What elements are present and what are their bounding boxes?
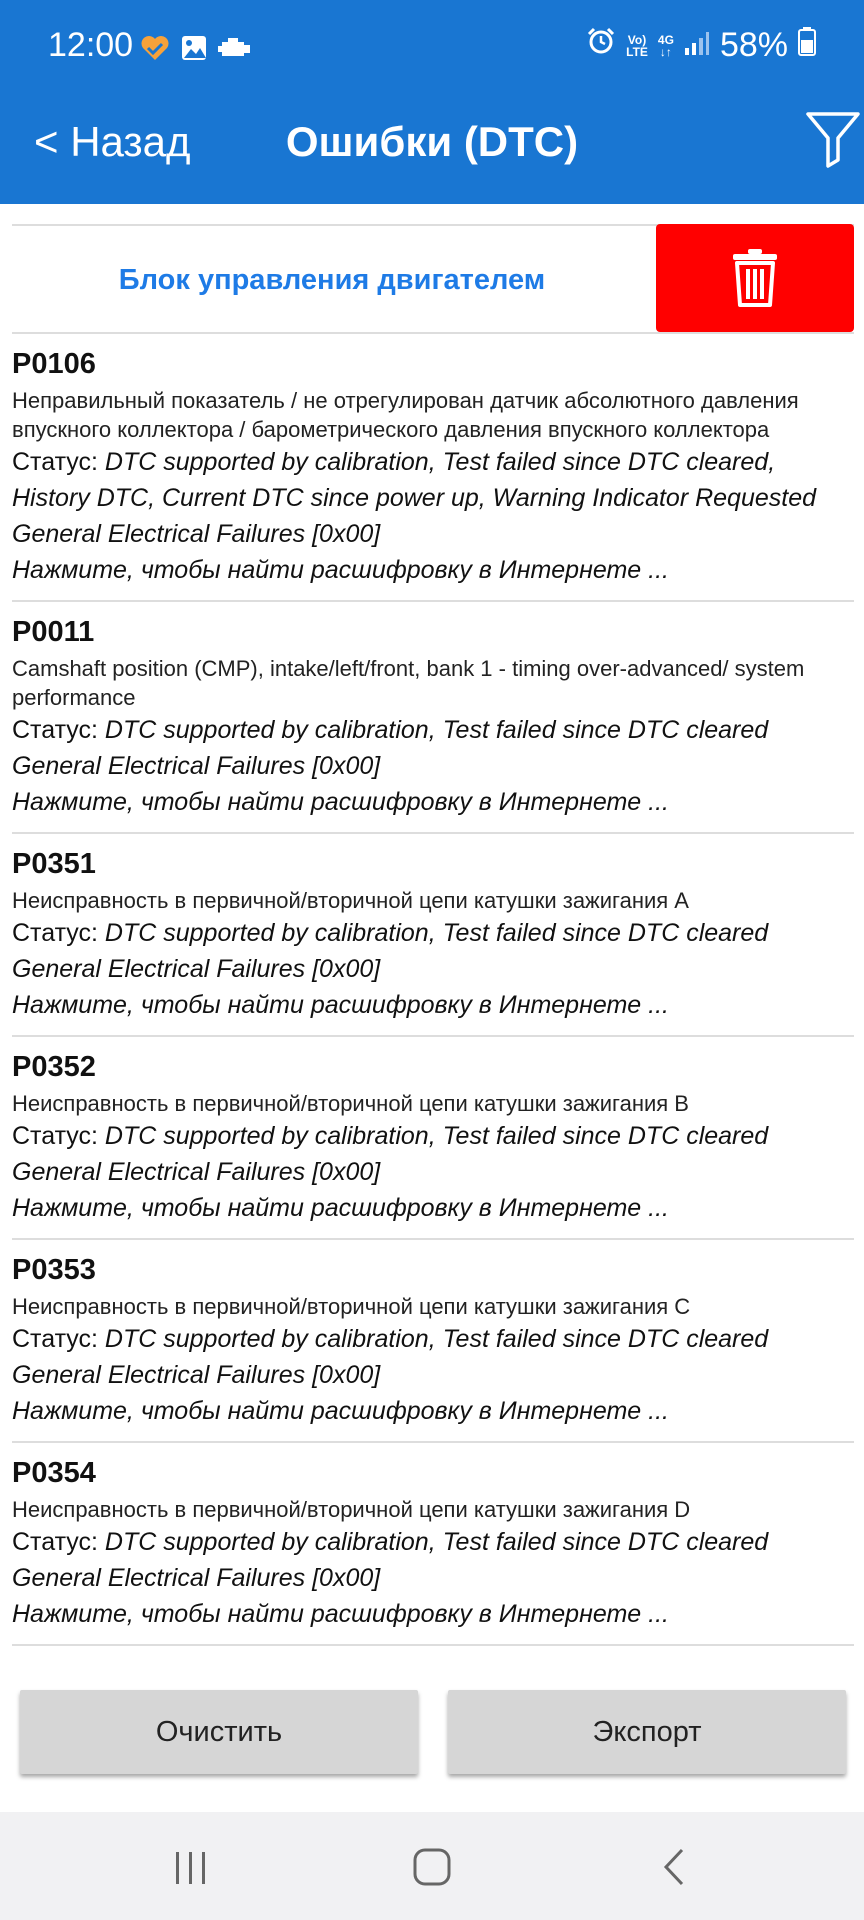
- ecu-label: Блок управления двигателем: [118, 264, 546, 296]
- dtc-search-link[interactable]: Нажмите, чтобы найти расшифровку в Интернете ...: [12, 1397, 669, 1425]
- dtc-search-link[interactable]: Нажмите, чтобы найти расшифровку в Интернете ...: [12, 556, 669, 584]
- signal-icon: [684, 26, 710, 65]
- dtc-status: Статус: DTC supported by calibration, Test failed since DTC cleared: [12, 1122, 769, 1150]
- dtc-description: Неисправность в первичной/вторичной цепи катушки зажигания C: [12, 1294, 691, 1319]
- ecu-header: [12, 224, 854, 334]
- dtc-description: Неисправность в первичной/вторичной цепи катушки зажигания B: [12, 1091, 689, 1116]
- status-time: 12:00: [48, 26, 134, 64]
- dtc-category: General Electrical Failures [0x00]: [12, 955, 381, 983]
- home-button[interactable]: [402, 1842, 462, 1892]
- nav-back-button[interactable]: [646, 1842, 706, 1892]
- dtc-status: Статус: DTC supported by calibration, Test failed since DTC cleared, History DTC, Current DTC since power up, Warning Indicator Requested: [12, 448, 817, 512]
- dtc-code: P0352: [12, 1051, 96, 1083]
- dtc-code: P0011: [12, 616, 95, 648]
- 4g-icon: 4G ↓↑: [657, 32, 674, 59]
- app-bar: [0, 96, 864, 204]
- trash-icon: [733, 249, 777, 307]
- dtc-status: Статус: DTC supported by calibration, Test failed since DTC cleared: [12, 716, 769, 744]
- dtc-search-link[interactable]: Нажмите, чтобы найти расшифровку в Интернете ...: [12, 991, 669, 1019]
- heart-app-icon: [140, 34, 170, 67]
- dtc-code: P0354: [12, 1457, 96, 1489]
- gallery-icon: [180, 34, 208, 67]
- dtc-search-link[interactable]: Нажмите, чтобы найти расшифровку в Интернете ...: [12, 1600, 669, 1628]
- back-icon: [646, 1842, 706, 1892]
- dtc-description: Camshaft position (CMP), intake/left/front, bank 1 - timing over-advanced/ system performance: [12, 656, 805, 710]
- dtc-category: General Electrical Failures [0x00]: [12, 752, 381, 780]
- car-engine-icon: [218, 36, 252, 65]
- dtc-search-link[interactable]: Нажмите, чтобы найти расшифровку в Интернете ...: [12, 1194, 669, 1222]
- battery-icon: [798, 26, 816, 65]
- battery-percent: 58%: [719, 26, 788, 64]
- recents-button[interactable]: [160, 1842, 220, 1892]
- action-buttons: [0, 1690, 864, 1774]
- dtc-category: General Electrical Failures [0x00]: [12, 1158, 381, 1186]
- dtc-item-p0351[interactable]: [12, 834, 854, 1037]
- dtc-status: Статус: DTC supported by calibration, Test failed since DTC cleared: [12, 919, 769, 947]
- filter-button[interactable]: [804, 110, 864, 170]
- dtc-code: P0351: [12, 848, 96, 880]
- dtc-list: [12, 334, 854, 1646]
- dtc-item-p0353[interactable]: [12, 1240, 854, 1443]
- volte-icon: Vo) LTE: [626, 32, 648, 59]
- home-icon: [402, 1842, 462, 1892]
- system-nav-bar: [0, 1812, 864, 1920]
- filter-icon: [804, 110, 862, 168]
- dtc-item-p0011[interactable]: [12, 602, 854, 834]
- dtc-description: Неправильный показатель / не отрегулирован датчик абсолютного давления впускного коллектора / барометрического давления впускного коллектора: [12, 388, 799, 442]
- dtc-category: General Electrical Failures [0x00]: [12, 520, 381, 548]
- clear-button[interactable]: Очистить: [20, 1690, 418, 1774]
- dtc-category: General Electrical Failures [0x00]: [12, 1564, 381, 1592]
- recents-icon: [160, 1842, 220, 1892]
- alarm-icon: [586, 26, 616, 65]
- delete-button[interactable]: [656, 224, 854, 332]
- dtc-code: P0106: [12, 348, 96, 380]
- dtc-code: P0353: [12, 1254, 96, 1286]
- page-title: Ошибки (DTC): [285, 118, 579, 165]
- status-bar: [0, 0, 864, 96]
- dtc-item-p0352[interactable]: [12, 1037, 854, 1240]
- dtc-item-p0354[interactable]: [12, 1443, 854, 1646]
- export-button[interactable]: Экспорт: [448, 1690, 846, 1774]
- dtc-description: Неисправность в первичной/вторичной цепи катушки зажигания D: [12, 1497, 691, 1522]
- dtc-description: Неисправность в первичной/вторичной цепи катушки зажигания A: [12, 888, 689, 913]
- back-button[interactable]: < Назад: [34, 118, 191, 165]
- dtc-status: Статус: DTC supported by calibration, Test failed since DTC cleared: [12, 1528, 769, 1556]
- dtc-item-p0106[interactable]: [12, 334, 854, 602]
- dtc-status: Статус: DTC supported by calibration, Test failed since DTC cleared: [12, 1325, 769, 1353]
- dtc-category: General Electrical Failures [0x00]: [12, 1361, 381, 1389]
- dtc-search-link[interactable]: Нажмите, чтобы найти расшифровку в Интернете ...: [12, 788, 669, 816]
